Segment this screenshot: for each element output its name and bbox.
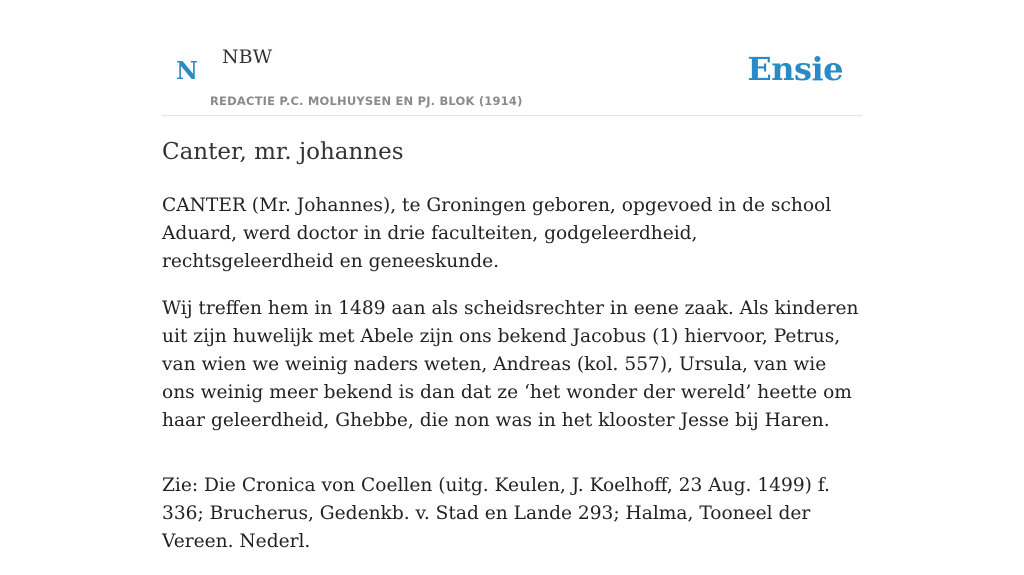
entry-body	[162, 192, 862, 575]
publication-logo[interactable]: N	[176, 56, 198, 85]
publication-title[interactable]: NBW	[222, 46, 273, 68]
entry-paragraph: Wij treffen hem in 1489 aan als scheidsrechter in eene zaak. Als kinderen uit zijn huwelijk met Abele zijn ons bekend Jacobus (1) hiervoor, Petrus, van wien we weinig naders weten, Andreas (kol. 557), Ursula, van wie ons weinig meer bekend is dan dat ze ‘het wonder der wereld’ heette om haar geleerdheid, Ghebbe, die non was in het klooster Jesse bij Haren.	[162, 298, 859, 431]
page-header	[162, 0, 862, 116]
entry-paragraph: CANTER (Mr. Johannes), te Groningen geboren, opgevoed in de school Aduard, werd doctor in drie faculteiten, godgeleerdheid, rechtsgeleerdheid en geneeskunde.	[162, 195, 832, 272]
publication-subtitle: REDACTIE P.C. MOLHUYSEN EN PJ. BLOK (1914)	[210, 94, 523, 108]
entry-sources: Zie: Die Cronica von Coellen (uitg. Keulen, J. Koelhoff, 23 Aug. 1499) f. 336; Brucherus, Gedenkb. v. Stad en Lande 293; Halma, Tooneel der Vereen. Nederl.	[162, 475, 830, 552]
entry-title: Canter, mr. johannes	[162, 139, 404, 165]
page	[162, 0, 862, 552]
site-logo[interactable]: Ensie	[747, 50, 843, 88]
